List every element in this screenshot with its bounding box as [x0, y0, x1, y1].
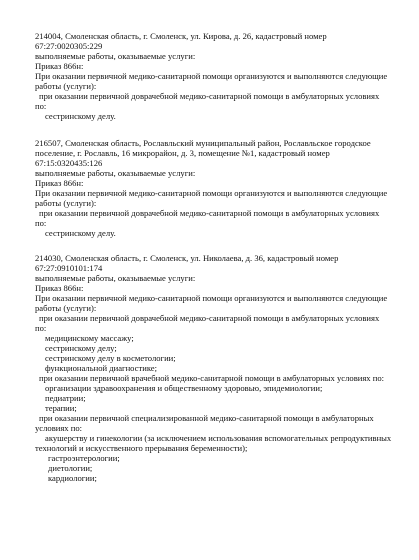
text-line: по: — [35, 218, 47, 228]
text-line: работы (услуги): — [35, 303, 97, 313]
text-line: Приказ 866н: — [35, 61, 84, 71]
text-line: по: — [35, 323, 47, 333]
text-line: кардиологии; — [48, 473, 97, 483]
text-line: при оказании первичной специализированной медико-санитарной помощи в амбулаторных — [39, 413, 374, 423]
address-block-smolensk-kirova — [35, 31, 395, 121]
text-line: Приказ 866н: — [35, 283, 84, 293]
text-line: по: — [35, 101, 47, 111]
text-line: при оказании первичной доврачебной медико-санитарной помощи в амбулаторных условиях — [39, 313, 380, 323]
text-line: педиатрии; — [45, 393, 86, 403]
text-line: сестринскому делу в косметологии; — [45, 353, 176, 363]
text-line: 216507, Смоленская область, Рославльский муниципальный район, Рославльское городское — [35, 138, 371, 148]
text-line: диетологии; — [48, 463, 93, 473]
text-line: выполняемые работы, оказываемые услуги: — [35, 273, 196, 283]
text-line: сестринскому делу; — [45, 343, 117, 353]
text-line: При оказании первичной медико-санитарной помощи организуются и выполняются следующие — [35, 293, 388, 303]
text-line: работы (услуги): — [35, 81, 97, 91]
text-line: гастроэнтерологии; — [48, 453, 120, 463]
text-line: условиях по: — [35, 423, 83, 433]
address-block-roslavl — [35, 138, 395, 238]
text-line: при оказании первичной врачебной медико-санитарной помощи в амбулаторных условиях по: — [39, 373, 385, 383]
text-line: выполняемые работы, оказываемые услуги: — [35, 168, 196, 178]
text-line: сестринскому делу. — [45, 228, 116, 238]
text-line: 214004, Смоленская область, г. Смоленск, ул. Кирова, д. 26, кадастровый номер — [35, 31, 327, 41]
text-line: работы (услуги): — [35, 198, 97, 208]
text-line: сестринскому делу. — [45, 111, 116, 121]
text-line: медицинскому массажу; — [45, 333, 134, 343]
text-line: акушерству и гинекологии (за исключением использования вспомогательных репродуктивных — [45, 433, 392, 443]
text-line: Приказ 866н: — [35, 178, 84, 188]
text-line: выполняемые работы, оказываемые услуги: — [35, 51, 196, 61]
text-line: при оказании первичной доврачебной медико-санитарной помощи в амбулаторных условиях — [39, 208, 380, 218]
text-line: терапии; — [45, 403, 77, 413]
text-line: поселение, г. Рославль, 16 микрорайон, д. 3, помещение №1, кадастровый номер — [35, 148, 330, 158]
text-line: 67:27:0020305:229 — [35, 41, 103, 51]
text-line: 67:27:0910101:174 — [35, 263, 103, 273]
text-line: 67:15:0320435:126 — [35, 158, 103, 168]
address-block-smolensk-nikolaeva — [35, 253, 395, 483]
text-line: При оказании первичной медико-санитарной помощи организуются и выполняются следующие — [35, 188, 388, 198]
text-line: функциональной диагностике; — [45, 363, 158, 373]
text-line: 214030, Смоленская область, г. Смоленск, ул. Николаева, д. 36, кадастровый номер — [35, 253, 339, 263]
text-line: технологий и искусственного прерывания беременности); — [35, 443, 248, 453]
text-line: организации здравоохранения и общественному здоровью, эпидемиологии; — [45, 383, 323, 393]
text-line: при оказании первичной доврачебной медико-санитарной помощи в амбулаторных условиях — [39, 91, 380, 101]
text-line: При оказании первичной медико-санитарной помощи организуются и выполняются следующие — [35, 71, 388, 81]
